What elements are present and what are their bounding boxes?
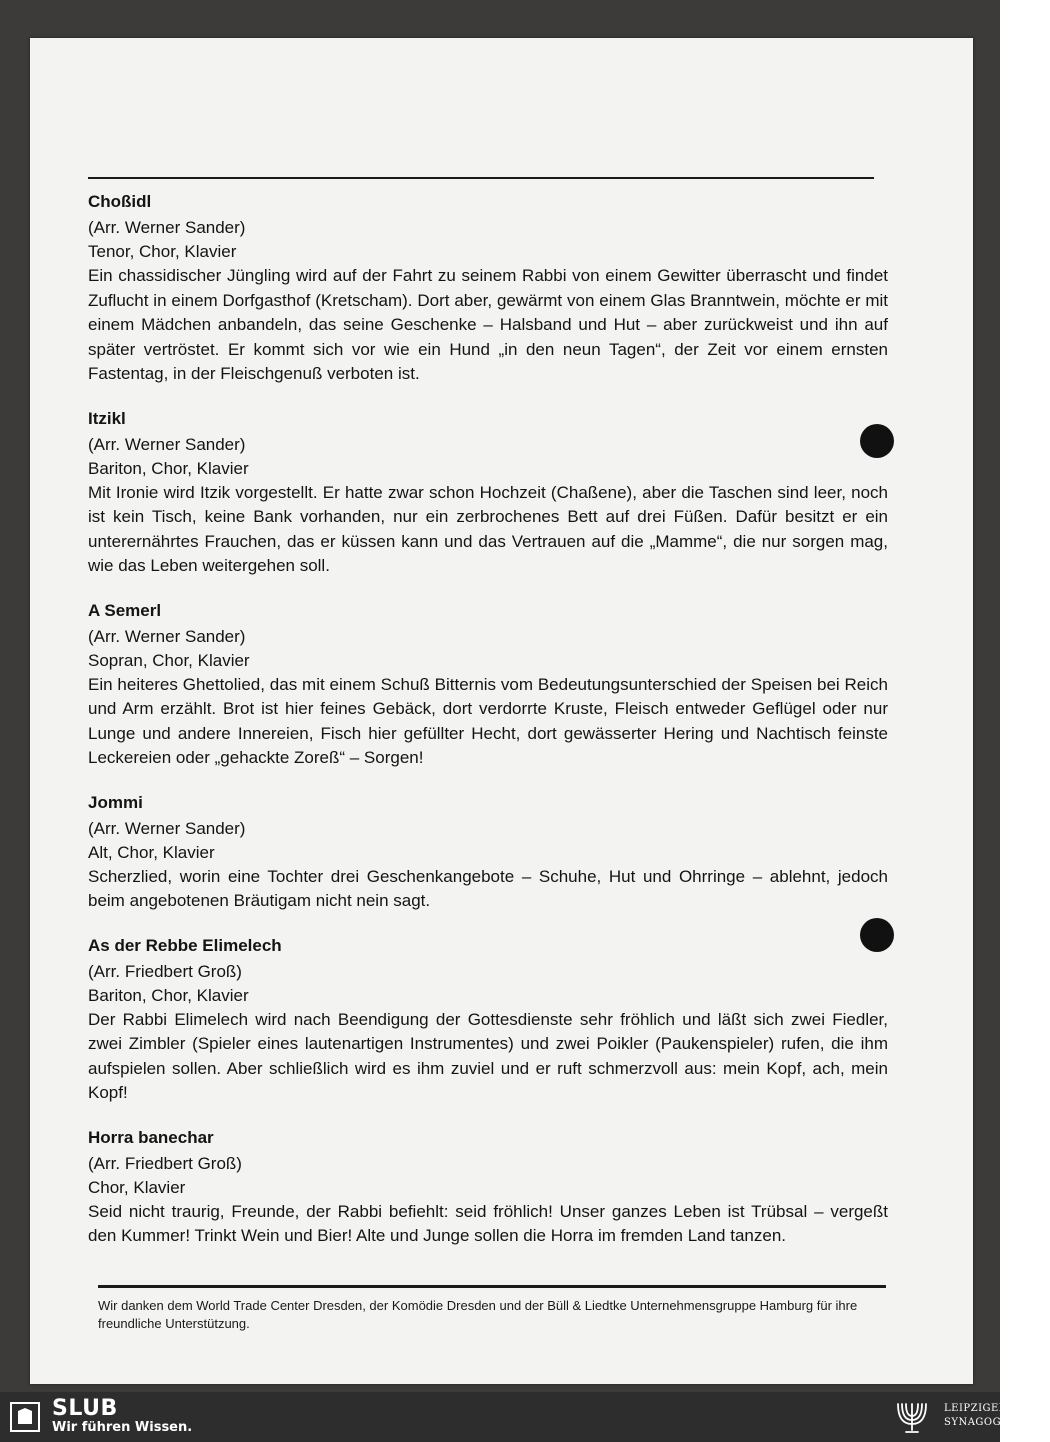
entry-arranger: (Arr. Friedbert Groß): [88, 961, 242, 981]
program-entry: [88, 934, 888, 1106]
program-entry: [88, 599, 888, 771]
entry-title: As der Rebbe Elimelech: [88, 935, 282, 955]
bottom-rule: [98, 1285, 886, 1288]
entry-title: Jommi: [88, 792, 143, 812]
entry-arranger: (Arr. Werner Sander): [88, 218, 246, 237]
slub-logo-icon[interactable]: [10, 1402, 40, 1432]
entry-voices: Alt, Chor, Klavier: [88, 842, 215, 862]
program-entry: [88, 407, 888, 579]
entry-voices: Bariton, Chor, Klavier: [88, 985, 249, 1005]
program-entry: [88, 1126, 888, 1249]
entry-title: Itzikl: [88, 408, 126, 428]
program-entry: [88, 190, 888, 387]
program-notes: [88, 190, 888, 1269]
acknowledgement-text: Wir danken dem World Trade Center Dresden, der Komödie Dresden und der Büll & Liedtke Unternehmensgruppe Hamburg für ihre freundliche Unterstützung.: [98, 1298, 858, 1331]
entry-arranger: (Arr. Werner Sander): [88, 626, 246, 646]
entry-voices: Chor, Klavier: [88, 1177, 186, 1197]
entry-arranger: (Arr. Werner Sander): [88, 434, 246, 454]
entry-description: Mit Ironie wird Itzik vorgestellt. Er hatte zwar schon Hochzeit (Chaßene), aber die Taschen sind leer, noch ist kein Tisch, keine Bank vorhanden, nur ein zerbrochenes Bett auf drei Füßen. Dafür besitzt er ein unterernährtes Frauchen, das er küssen kann und das Vertrauen auf die „Mamme“, die nur sorgen mag, wie das Leben weitergehen soll.: [88, 482, 888, 575]
slub-brand[interactable]: SLUB: [52, 1396, 118, 1421]
entry-title: A Semerl: [88, 600, 162, 620]
slub-slogan: Wir führen Wissen.: [52, 1420, 193, 1435]
entry-description: Scherzlied, worin eine Tochter drei Geschenkangebote – Schuhe, Hut und Ohrringe – ablehnt, jedoch beim angebotenen Bräutigam nicht nein sagt.: [88, 866, 888, 910]
entry-title: Horra banechar: [88, 1127, 214, 1147]
partner-line-1: LEIPZIGER: [944, 1403, 1007, 1414]
entry-description: Ein heiteres Ghettolied, das mit einem Schuß Bitternis vom Bedeutungsunterschied der Speisen bei Reich und Arm erzählt. Brot ist hier feines Gebäck, dort verdorrte Kruste, Fleisch entweder Geflügel oder nur Lunge und andere Innereien, Fisch hier gefüllter Hecht, dort gewässerter Hering und Nachtisch feinste Leckereien oder „gehackte Zoreß“ – Sorgen!: [88, 674, 888, 767]
menorah-icon: [896, 1398, 928, 1436]
entry-description: Ein chassidischer Jüngling wird auf der Fahrt zu seinem Rabbi von einem Gewitter überrascht und findet Zuflucht in einem Dorfgasthof (Kretscham). Dort aber, gewärmt von einem Glas Branntwein, möchte er mit einem Mädchen anbandeln, das seine Geschenke – Halsband und Hut – aber zurückweist und ihn auf später vertröstet. Er kommt sich vor wie ein Hund „in den neun Tagen“, der Zeit vor einem ernsten Fastentag, in der Fleischgenuß verboten ist.: [88, 266, 888, 383]
entry-arranger: (Arr. Friedbert Groß): [88, 1153, 242, 1173]
entry-voices: Tenor, Chor, Klavier: [88, 242, 237, 261]
program-entry: [88, 791, 888, 914]
top-rule: [88, 177, 874, 179]
entry-description: Der Rabbi Elimelech wird nach Beendigung der Gottesdienste sehr fröhlich und läßt sich zwei Fiedler, zwei Zimbler (Spieler eines lautenartigen Instrumentes) und zwei Poikler (Paukenspieler) rufen, die ihm aufspielen sollen. Aber schließlich wird es ihm zuviel und er ruft schmerzvoll aus: mein Kopf, ach, mein Kopf!: [88, 1009, 888, 1102]
partner-name: [944, 1402, 1050, 1430]
partner-line-2: SYNAGOGALCHOR: [944, 1417, 1050, 1428]
entry-title: Choßidl: [88, 192, 152, 211]
entry-voices: Bariton, Chor, Klavier: [88, 458, 249, 478]
entry-arranger: (Arr. Werner Sander): [88, 818, 246, 838]
entry-description: Seid nicht traurig, Freunde, der Rabbi befiehlt: seid fröhlich! Unser ganzes Leben ist Trübsal – vergeßt den Kummer! Trinkt Wein und Bier! Alte und Junge sollen die Horra im fremden Land tanzen.: [88, 1201, 888, 1245]
viewer-footer: [0, 1392, 1050, 1442]
entry-voices: Sopran, Chor, Klavier: [88, 650, 250, 670]
